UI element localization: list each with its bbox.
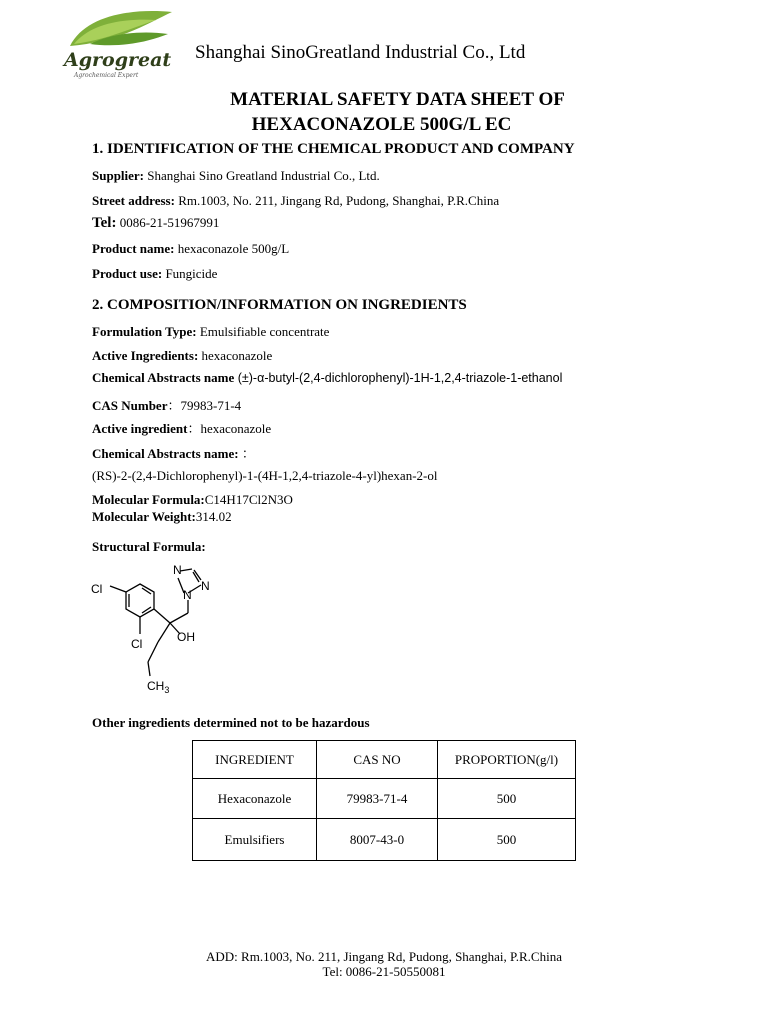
table-header-cell: CAS NO (317, 741, 438, 779)
product-use-label: Product use: (92, 266, 163, 281)
atom-oh: OH (177, 630, 195, 644)
cas-name-line (92, 370, 562, 386)
cas-name-label: Chemical Abstracts name (92, 370, 235, 385)
active-ingredients-value: hexaconazole (198, 348, 273, 363)
table-cell: 500 (438, 819, 576, 861)
cas-name2-label: Chemical Abstracts name: (92, 446, 242, 461)
cas-name2-value: ： (241, 446, 255, 461)
molecular-weight-value: 314.02 (195, 509, 232, 524)
product-name-value: hexaconazole 500g/L (174, 241, 290, 256)
footer-tel: Tel: 0086-21-50550081 (322, 964, 446, 979)
atom-n3: N (201, 579, 210, 593)
cas-number-label: CAS Number (92, 398, 168, 413)
product-use-value: Fungicide (162, 266, 218, 281)
supplier-value: Shanghai Sino Greatland Industrial Co., Ltd. (144, 168, 380, 183)
table-cell: Hexaconazole (193, 779, 317, 819)
molecular-formula-label: Molecular Formula: (92, 492, 205, 507)
active-ingredients-label: Active Ingredients: (92, 348, 199, 363)
atom-cl2: Cl (131, 637, 143, 651)
tel-label: Tel: (92, 215, 117, 231)
table-row (193, 779, 576, 819)
formulation-line (92, 324, 329, 340)
document-title-line1: MATERIAL SAFETY DATA SHEET OF (230, 89, 565, 110)
supplier-line (92, 168, 380, 184)
table-header-cell: PROPORTION(g/l) (438, 741, 576, 779)
company-name: Shanghai SinoGreatland Industrial Co., Ltd (195, 42, 526, 63)
cas-name-value: (±)-α-butyl-(2,4-dichlorophenyl)-1H-1,2,4-triazole-1-ethanol (234, 371, 563, 385)
tel-line (92, 215, 219, 232)
product-name-label: Product name: (92, 241, 175, 256)
product-name-line (92, 241, 289, 257)
molecular-weight-line (92, 509, 232, 525)
iupac-name: (RS)-2-(2,4-Dichlorophenyl)-1-(4H-1,2,4-triazole-4-yl)hexan-2-ol (92, 468, 438, 483)
cas-name2-line (92, 443, 255, 462)
logo-wordmark: Agrogreat (64, 49, 172, 71)
atom-cl1: Cl (91, 582, 103, 596)
table-row (193, 819, 576, 861)
address-value: Rm.1003, No. 211, Jingang Rd, Pudong, Shanghai, P.R.China (174, 193, 500, 208)
active-ingredient-line (92, 418, 271, 437)
molecular-formula-line (92, 492, 293, 508)
logo-tagline: Agrochemical Expert (74, 72, 139, 79)
address-line (92, 193, 499, 209)
footer-address: ADD: Rm.1003, No. 211, Jingang Rd, Pudong, Shanghai, P.R.China (206, 949, 562, 964)
tel-value: 0086-21-51967991 (116, 215, 220, 230)
atom-n2: N (183, 588, 192, 602)
cas-number-line (92, 395, 241, 414)
atom-ch3: $CH_3$ (147, 679, 170, 695)
active-ingredients-line (92, 348, 272, 364)
atom-n1: N (173, 563, 182, 577)
active-ingredient-value: ：hexaconazole (187, 421, 272, 436)
active-ingredient-label: Active ingredient (92, 421, 188, 436)
structural-formula-image (88, 558, 213, 698)
address-label: Street address: (92, 193, 175, 208)
document-title-line2: HEXACONAZOLE 500G/L EC (251, 114, 512, 135)
table-header-row (193, 741, 576, 779)
molecular-formula-value: C14H17Cl2N3O (204, 492, 293, 507)
structural-formula-line (92, 539, 206, 555)
molecular-weight-label: Molecular Weight: (92, 509, 196, 524)
supplier-label: Supplier: (92, 168, 145, 183)
section-2-heading: 2. COMPOSITION/INFORMATION ON INGREDIENTS (92, 297, 467, 313)
formulation-label: Formulation Type: (92, 324, 197, 339)
table-cell: 500 (438, 779, 576, 819)
ingredients-table (192, 740, 576, 861)
product-use-line (92, 266, 217, 282)
cas-number-value: ：79983-71-4 (167, 398, 242, 413)
table-header-cell: INGREDIENT (193, 741, 317, 779)
table-cell: Emulsifiers (193, 819, 317, 861)
company-logo (60, 8, 178, 82)
structural-formula-label: Structural Formula: (92, 539, 206, 554)
formulation-value: Emulsifiable concentrate (196, 324, 330, 339)
table-cell: 8007-43-0 (317, 819, 438, 861)
section-1-heading: 1. IDENTIFICATION OF THE CHEMICAL PRODUCT AND COMPANY (92, 141, 575, 157)
table-cell: 79983-71-4 (317, 779, 438, 819)
other-ingredients-heading: Other ingredients determined not to be hazardous (92, 715, 370, 730)
other-ingredients-line (92, 715, 370, 731)
